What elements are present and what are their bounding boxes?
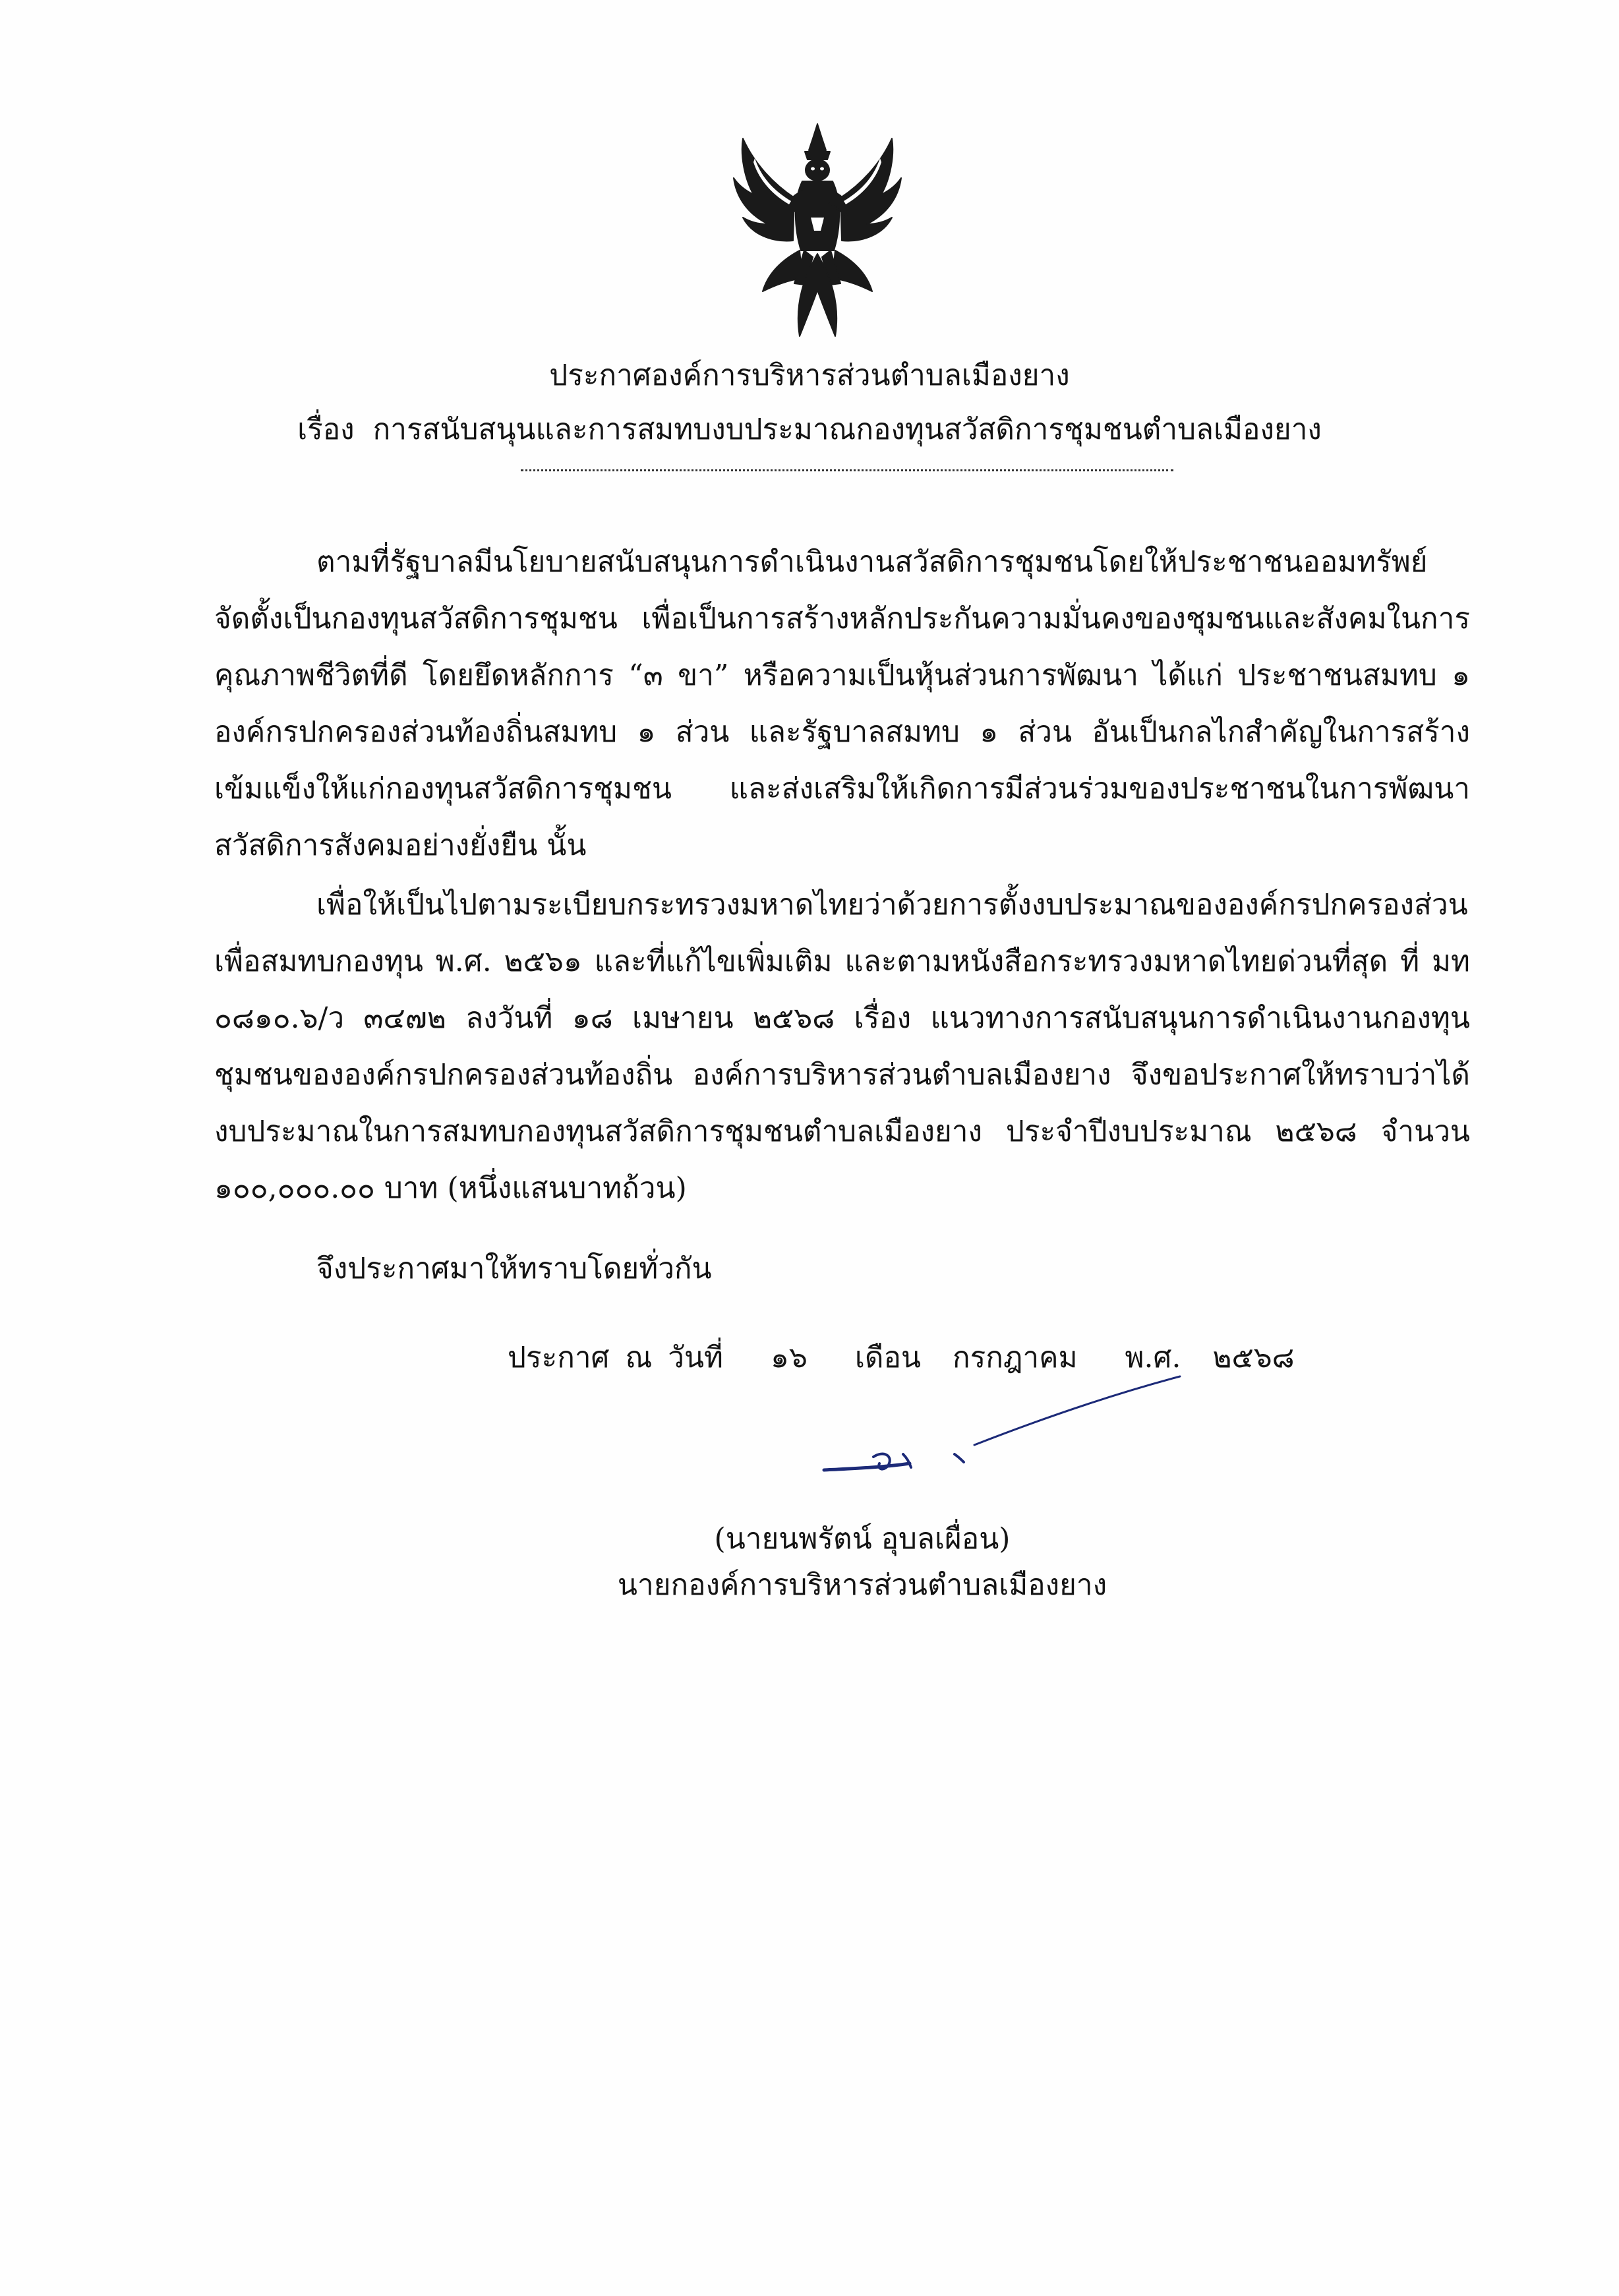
garuda-emblem-icon <box>728 119 906 343</box>
paragraph-line: สวัสดิการสังคมอย่างยั่งยืน นั้น <box>214 829 587 862</box>
closing-statement: จึงประกาศมาให้ทราบโดยทั่วกัน <box>316 1252 712 1285</box>
subject-label: เรื่อง <box>297 413 355 446</box>
date-day: ๑๖ <box>771 1341 808 1374</box>
subject-text: การสนับสนุนและการสมทบงบประมาณกองทุนสวัสดิการชุมชนตำบลเมืองยาง <box>372 413 1322 446</box>
date-year-label: พ.ศ. <box>1125 1341 1181 1374</box>
handwritten-signature-icon <box>811 1371 1193 1496</box>
paragraph-line: ๑๐๐,๐๐๐.๐๐ บาท (หนึ่งแสนบาทถ้วน) <box>214 1171 687 1205</box>
date-year: ๒๕๖๘ <box>1212 1341 1295 1374</box>
body-paragraph-1 <box>214 534 1470 874</box>
dotted-separator <box>521 469 1173 471</box>
paragraph-line: คุณภาพชีวิตที่ดี โดยยึดหลักการ “๓ ขา” หรือความเป็นหุ้นส่วนการพัฒนา ได้แก่ ประชาชนสมทบ ๑ <box>214 659 1470 692</box>
paragraph-line: ตามที่รัฐบาลมีนโยบายสนับสนุนการดำเนินงานสวัสดิการชุมชนโดยให้ประชาชนออมทรัพย์ <box>316 545 1428 579</box>
paragraph-line: องค์กรปกครองส่วนท้องถิ่นสมทบ ๑ ส่วน และรัฐบาลสมทบ ๑ ส่วน อันเป็นกลไกสำคัญในการสร้าง <box>214 715 1470 749</box>
announcement-title: ประกาศองค์การบริหารส่วนตำบลเมืองยาง <box>549 359 1070 392</box>
signatory-name: (นายนพรัตน์ อุบลเผื่อน) <box>714 1522 1011 1556</box>
announcement-subject <box>0 410 1619 450</box>
paragraph-line: จัดตั้งเป็นกองทุนสวัสดิการชุมชน เพื่อเป็นการสร้างหลักประกันความมั่นคงของชุมชนและสังคมในการ <box>214 602 1470 635</box>
paragraph-line: ชุมชนขององค์กรปกครองส่วนท้องถิ่น องค์การบริหารส่วนตำบลเมืองยาง จึงขอประกาศให้ทราบว่าได้ <box>214 1058 1470 1092</box>
signatory-position: นายกองค์การบริหารส่วนตำบลเมืองยาง <box>617 1568 1107 1602</box>
paragraph-line: ๐๘๑๐.๖/ว ๓๔๗๒ ลงวันที่ ๑๘ เมษายน ๒๕๖๘ เรื่อง แนวทางการสนับสนุนการดำเนินงานกองทุน <box>214 1001 1470 1035</box>
paragraph-line: เพื่อให้เป็นไปตามระเบียบกระทรวงมหาดไทยว่าด้วยการตั้งงบประมาณขององค์กรปกครองส่วน <box>316 888 1468 922</box>
date-prefix: ประกาศ ณ วันที่ <box>508 1341 724 1374</box>
date-month-label: เดือน <box>854 1341 921 1374</box>
paragraph-line: งบประมาณในการสมทบกองทุนสวัสดิการชุมชนตำบลเมืองยาง ประจำปีงบประมาณ ๒๕๖๘ จำนวน <box>214 1115 1470 1148</box>
paragraph-line: เข้มแข็งให้แก่กองทุนสวัสดิการชุมชน และส่งเสริมให้เกิดการมีส่วนร่วมของประชาชนในการพัฒนา <box>214 772 1470 806</box>
date-month: กรกฎาคม <box>952 1341 1078 1374</box>
body-paragraph-2 <box>214 877 1470 1217</box>
paragraph-line: เพื่อสมทบกองทุน พ.ศ. ๒๕๖๑ และที่แก้ไขเพิ่มเติม และตามหนังสือกระทรวงมหาดไทยด่วนที่สุด ที่ มท <box>214 945 1470 978</box>
